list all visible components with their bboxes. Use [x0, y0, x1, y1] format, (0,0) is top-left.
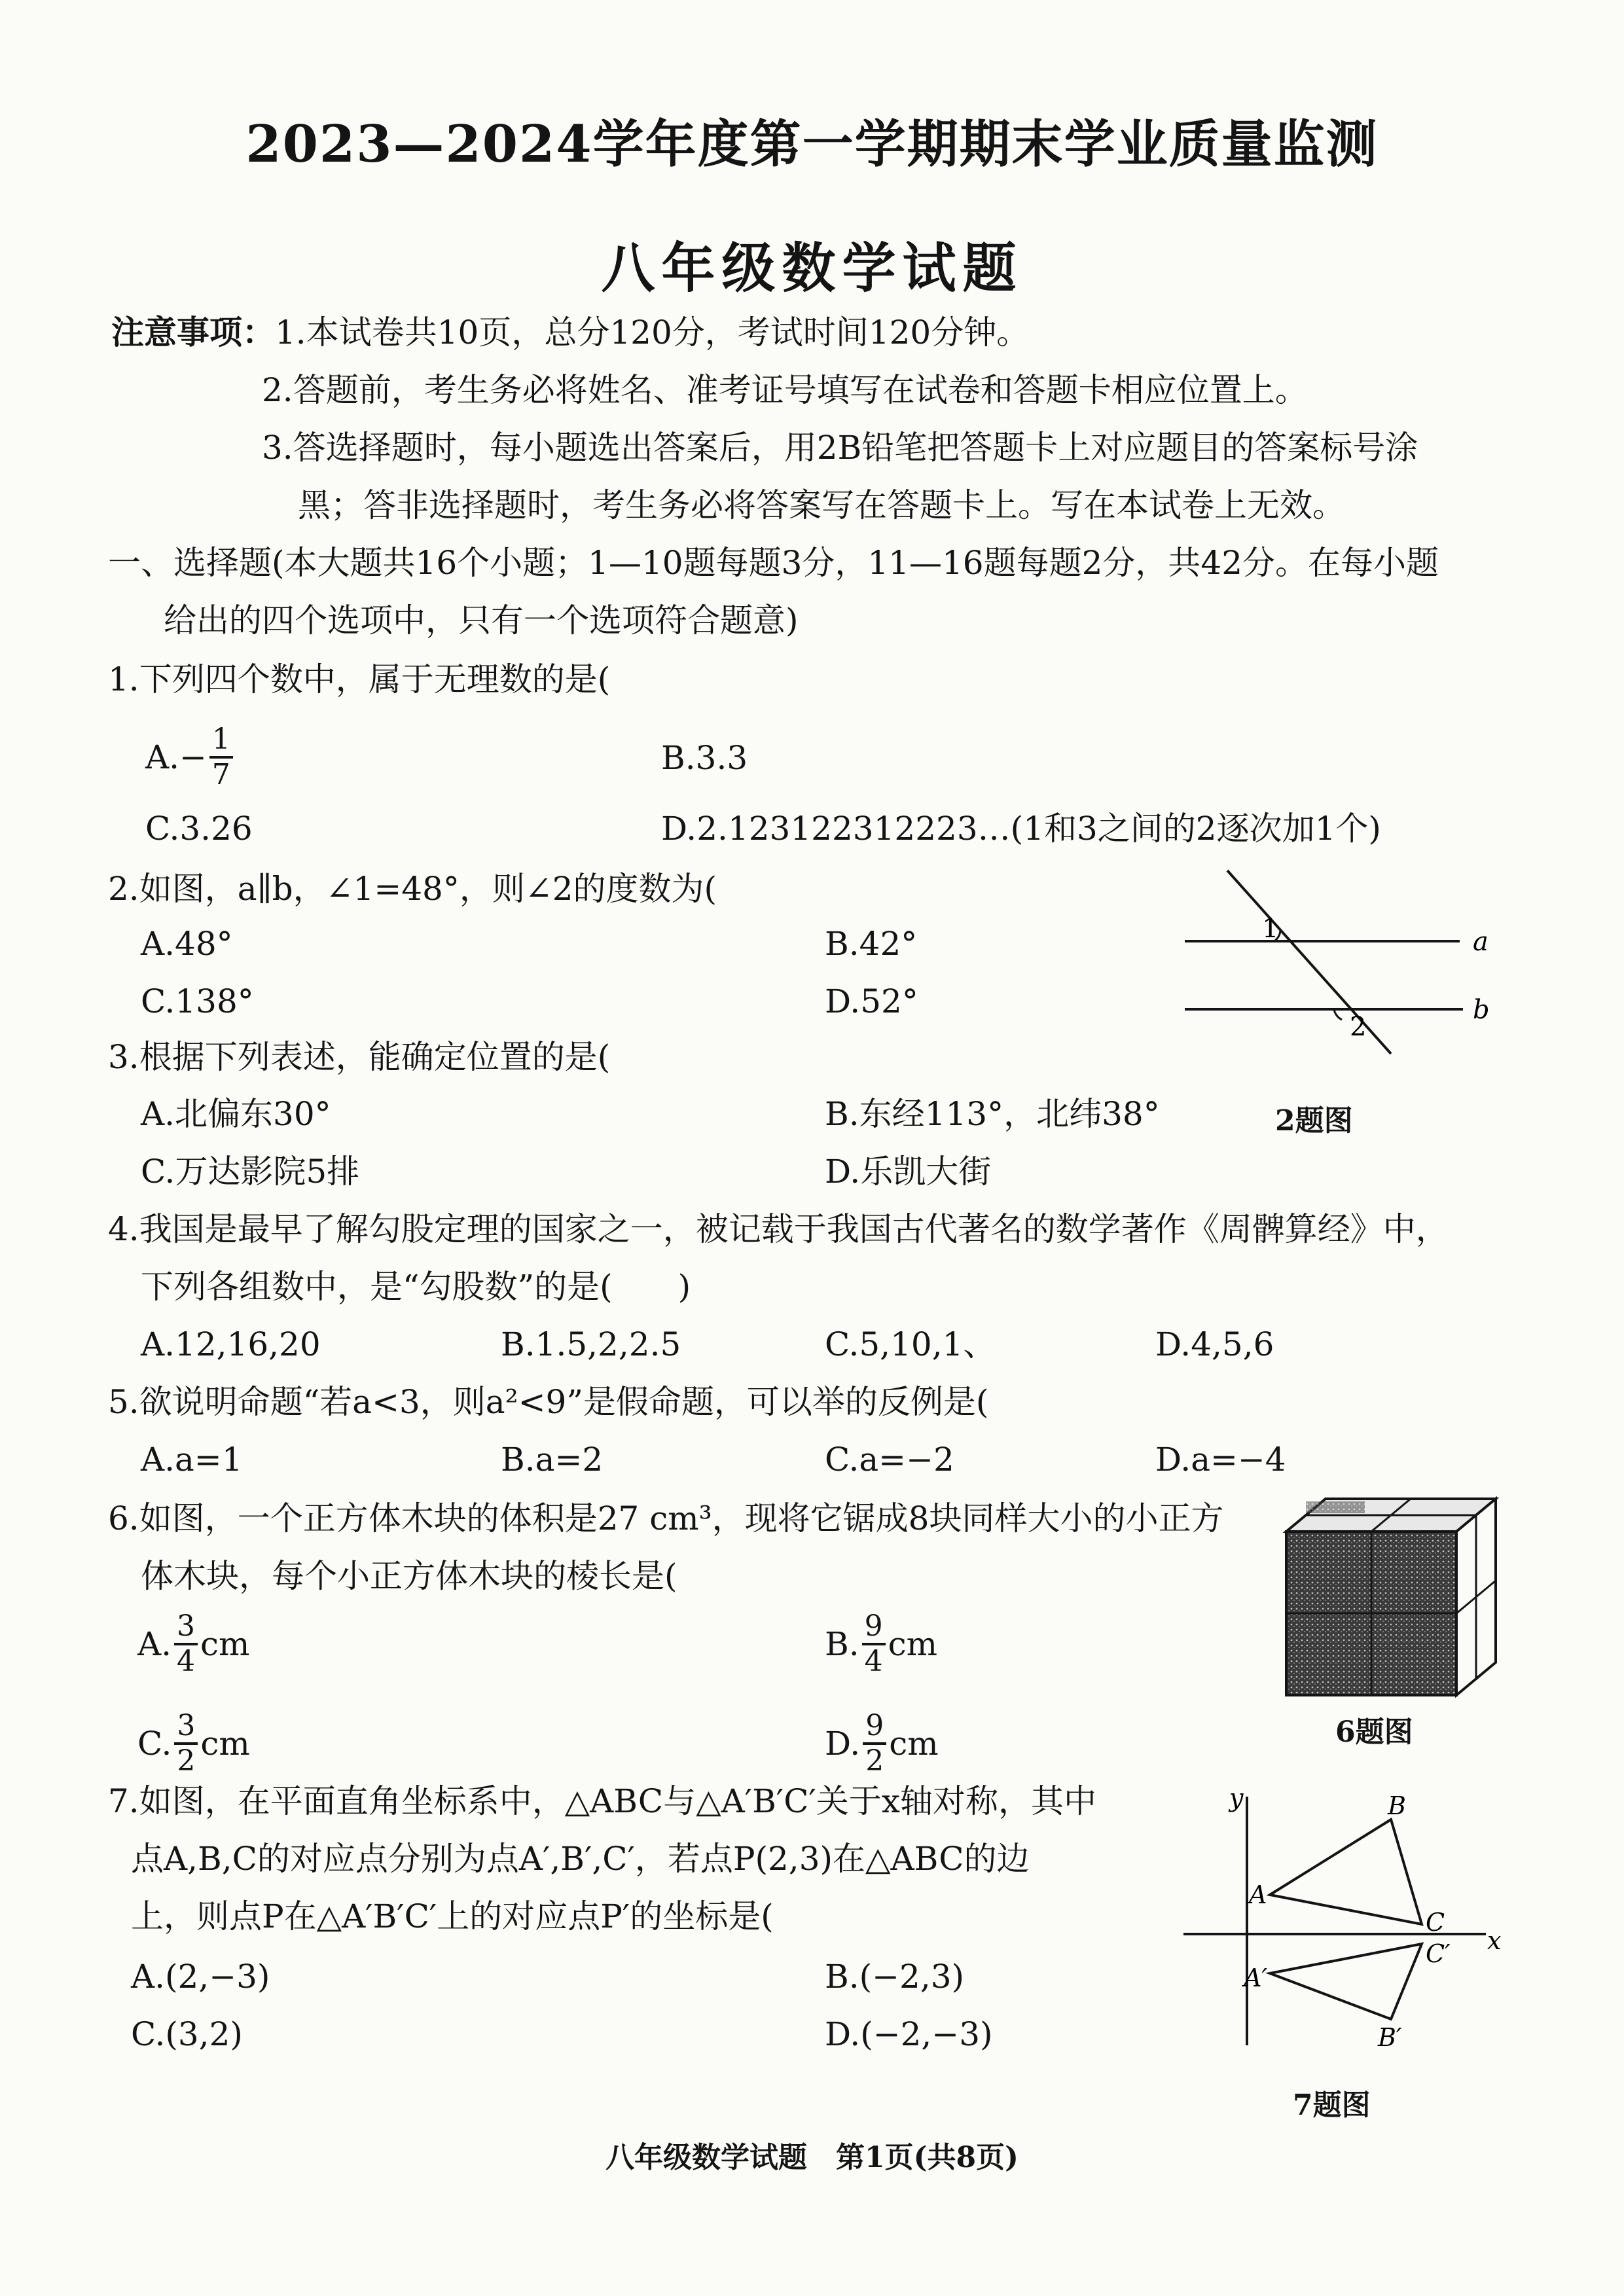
q3-option-a: A.北偏东30° [141, 1095, 331, 1133]
q7-stem-line2: 点A,B,C的对应点分别为点A′,B′,C′，若点P(2,3)在△ABC的边 [131, 1840, 1030, 1878]
q1-option-b: B.3.3 [661, 739, 748, 777]
page-footer: 八年级数学试题 第1页(共8页) [605, 2141, 1019, 2174]
q2-label-angle-2: 2 [1350, 1012, 1367, 1042]
exam-title: 2023—2024学年度第一学期期末学业质量监测 [245, 115, 1379, 174]
q6-d-label: D. [825, 1725, 861, 1763]
q7-triangle-abc-prime [1270, 1944, 1422, 2019]
q2-option-a: A.48° [141, 925, 233, 963]
q1-option-d: D.2.123122312223…(1和3之间的2逐次加1个) [661, 810, 1381, 848]
q1-option-c: C.3.26 [145, 810, 253, 848]
q6-d-unit: cm [889, 1725, 939, 1763]
q7-stem-line3: 上，则点P在△A′B′C′上的对应点P′的坐标是( [131, 1897, 774, 1935]
q2-transversal [1227, 870, 1391, 1054]
q2-label-angle-1: 1 [1262, 914, 1279, 944]
q7-stem-line1: 7.如图，在平面直角坐标系中，△ABC与△A′B′C′关于x轴对称，其中 [108, 1782, 1097, 1820]
q6-option-a [137, 1610, 249, 1678]
q6-a-label: A. [137, 1625, 172, 1663]
q6-a-unit: cm [200, 1625, 250, 1663]
q2-stem: 2.如图，a∥b，∠1=48°，则∠2的度数为( [108, 870, 717, 908]
section-1-heading: 一、选择题(本大题共16个小题；1—10题每题3分，11—16题每题2分，共42分。在每小题 [108, 544, 1439, 582]
q7-label-a-prime: A′ [1244, 1964, 1268, 1992]
q6-option-b [825, 1610, 937, 1678]
q7-option-b: B.(−2,3) [825, 1958, 965, 1996]
q3-stem: 3.根据下列表述，能确定位置的是( [108, 1038, 611, 1076]
q2-option-b: B.42° [825, 925, 918, 963]
q4-option-b: B.1.5,2,2.5 [501, 1325, 681, 1363]
notice-label: 注意事项： [111, 313, 275, 351]
q5-stem: 5.欲说明命题“若a<3，则a²<9”是假命题，可以举的反例是( [108, 1383, 989, 1421]
q6-d-fraction: $\frac{9}{2}$ [863, 1710, 886, 1778]
q7-label-b-prime: B′ [1378, 2023, 1402, 2049]
q6-option-c [137, 1710, 250, 1778]
q7-option-c: C.(3,2) [131, 2015, 243, 2053]
q5-option-b: B.a=2 [501, 1441, 604, 1479]
q6-stem-line1: 6.如图，一个正方体木块的体积是27 cm³，现将它锯成8块同样大小的小正方 [108, 1499, 1224, 1537]
q6-option-d [825, 1710, 939, 1778]
q7-label-a: A [1249, 1880, 1267, 1909]
q1-a-sign: − [179, 738, 207, 776]
exam-subtitle: 八年级数学试题 [601, 237, 1023, 300]
notice-item-3-line1: 3.答选择题时，每小题选出答案后，用2B铅笔把答题卡上对应题目的答案标号涂 [262, 429, 1418, 467]
q3-option-b: B.东经113°，北纬38° [825, 1095, 1160, 1133]
q4-stem-line1: 4.我国是最早了解勾股定理的国家之一，被记载于我国古代著名的数学著作《周髀算经》中， [108, 1210, 1449, 1248]
q2-angle-2-arc [1334, 1009, 1342, 1020]
q2-label-b: b [1473, 995, 1490, 1025]
q7-label-y: y [1229, 1787, 1244, 1812]
q1-stem: 1.下列四个数中，属于无理数的是( [108, 660, 611, 698]
q6-caption: 6题图 [1335, 1715, 1413, 1749]
q7-triangle-abc [1270, 1820, 1422, 1924]
q5-option-a: A.a=1 [141, 1441, 243, 1479]
q6-a-fraction: $\frac{3}{4}$ [174, 1610, 198, 1678]
q4-option-c: C.5,10,1、 [825, 1325, 996, 1363]
q3-option-d: D.乐凯大街 [825, 1153, 992, 1191]
section-1-heading-line2: 给出的四个选项中，只有一个选项符合题意) [164, 601, 799, 639]
q4-stem-line2: 下列各组数中，是“勾股数”的是( ) [141, 1268, 691, 1306]
q1-option-a [145, 723, 236, 791]
q4-option-d: D.4,5,6 [1155, 1325, 1274, 1363]
q1-a-fraction: $\frac{1}{7}$ [209, 723, 233, 791]
notice-item-2: 2.答题前，考生务必将姓名、准考证号填写在试卷和答题卡相应位置上。 [262, 371, 1308, 409]
q6-b-label: B. [825, 1625, 859, 1663]
q5-option-d: D.a=−4 [1155, 1441, 1286, 1479]
q2-option-c: C.138° [141, 982, 254, 1020]
q2-option-d: D.52° [825, 982, 918, 1020]
q6-cube-figure [1280, 1492, 1502, 1702]
q7-caption: 7题图 [1293, 2089, 1371, 2122]
q7-label-b: B [1388, 1791, 1406, 1820]
q6-c-unit: cm [200, 1725, 250, 1763]
q6-c-fraction: $\frac{3}{2}$ [174, 1710, 198, 1778]
q5-option-c: C.a=−2 [825, 1441, 954, 1479]
notice-text-1: 1.本试卷共10页，总分120分，考试时间120分钟。 [275, 314, 1030, 351]
q7-figure [1178, 1787, 1519, 2049]
q7-option-a: A.(2,−3) [131, 1958, 270, 1996]
q7-label-c: C [1426, 1908, 1445, 1937]
q2-label-a: a [1473, 927, 1489, 957]
q7-label-c-prime: C′ [1426, 1939, 1451, 1968]
q6-c-label: C. [137, 1725, 172, 1763]
q1-a-label: A. [145, 738, 180, 776]
q4-option-a: A.12,16,20 [141, 1325, 321, 1363]
q2-caption: 2题图 [1275, 1104, 1353, 1138]
q3-option-c: C.万达影院5排 [141, 1153, 360, 1191]
notice-item-1 [111, 313, 1029, 352]
q6-b-fraction: $\frac{9}{4}$ [862, 1610, 886, 1678]
q2-figure [1165, 864, 1506, 1060]
q6-stem-line2: 体木块，每个小正方体木块的棱长是( [141, 1557, 677, 1595]
q7-option-d: D.(−2,−3) [825, 2015, 993, 2053]
notice-item-3-line2: 黑；答非选择题时，考生务必将答案写在答题卡上。写在本试卷上无效。 [298, 486, 1345, 524]
q6-b-unit: cm [888, 1625, 938, 1663]
q7-label-x: x [1487, 1926, 1502, 1955]
